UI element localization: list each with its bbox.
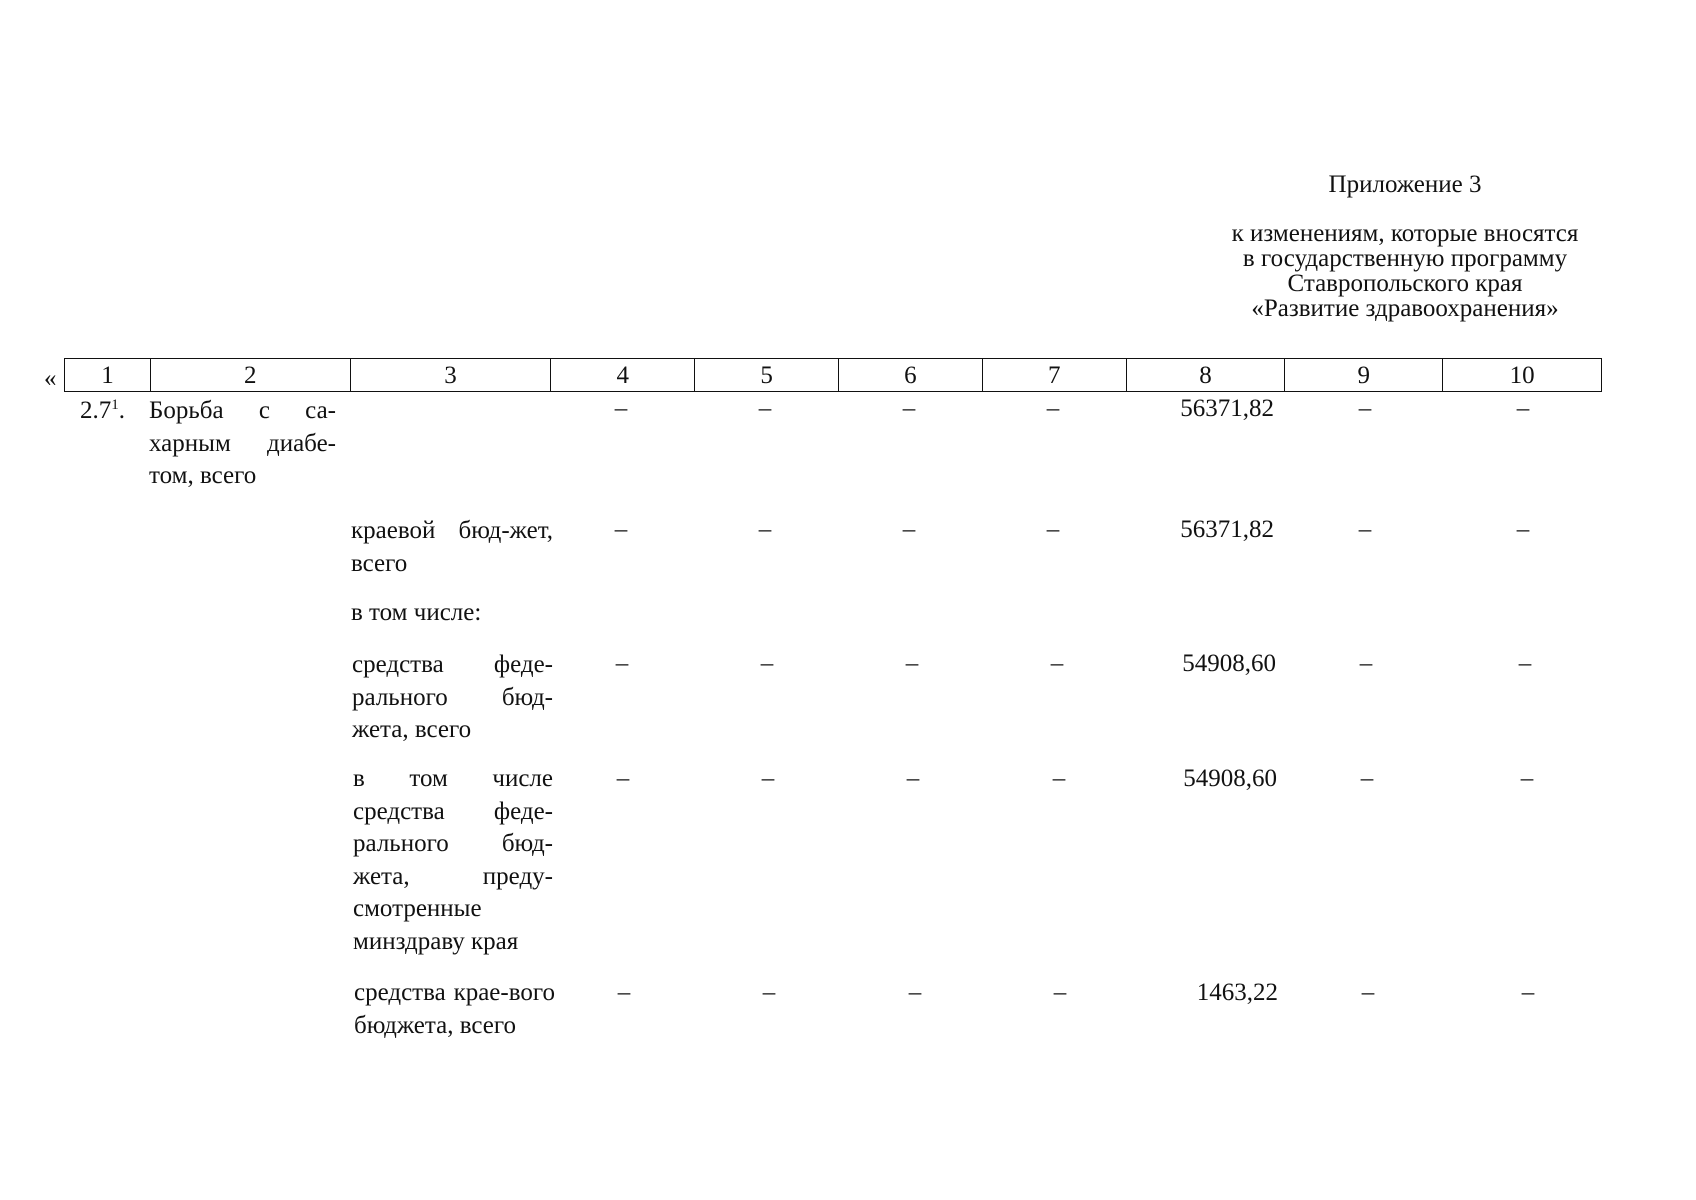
header-cell: 2 [151,359,351,391]
row-1-col-6: – [902,516,916,543]
row-0-col-4: – [614,395,628,422]
appendix-title-text: Приложение 3 [1328,171,1482,198]
row-3-source: средства феде-рального бюд-жета, всего [352,651,553,743]
appendix-subtitle-line: в государственную программу [1242,245,1568,272]
row-4-col-5: – [761,765,775,792]
row-0-col-7: – [1046,395,1060,422]
item-name: Борьба с са-харным диабе-том, всего [149,397,336,489]
row-5-col-4: – [617,979,631,1006]
appendix-subtitle-line: «Развитие здравоохранения» [1251,295,1559,322]
row-0-col-6: – [902,395,916,422]
row-5-col-8: 1463,22 [1196,979,1278,1006]
row-1-col-4: – [614,516,628,543]
row-1-source: краевой бюд-жет, всего [351,517,553,577]
item-number [80,395,125,428]
row-1-col-5: – [758,516,772,543]
item-number-suffix: . [118,397,125,424]
row-0-col-10: – [1516,395,1530,422]
header-cell: 3 [351,359,552,391]
appendix-title [1180,172,1630,197]
opening-quote: « [44,365,57,392]
row-3-col-4: – [615,650,629,677]
row-1-col-7: – [1046,516,1060,543]
appendix-subtitle [1180,221,1630,321]
row-5-col-6: – [908,979,922,1006]
row-4-col-10: – [1520,765,1534,792]
appendix-subtitle-line: к изменениям, которые вносятся [1231,220,1579,247]
row-2-source: в том числе: [351,599,482,626]
row-0-col-5: – [758,395,772,422]
row-3-col-5: – [760,650,774,677]
header-cell: 9 [1285,359,1443,391]
row-1-col-8: 56371,82 [1180,516,1274,543]
item-number-main: 2.7 [80,397,112,424]
row-0-col-9: – [1358,395,1372,422]
row-1-col-10: – [1516,516,1530,543]
header-cell: 8 [1127,359,1286,391]
row-4-col-8: 54908,60 [1183,765,1277,792]
header-cell: 7 [983,359,1127,391]
row-5-col-10: – [1521,979,1535,1006]
row-3-col-8: 54908,60 [1182,650,1276,677]
row-0-col-8: 56371,82 [1180,395,1274,422]
row-3-col-6: – [905,650,919,677]
item-number-sup: 1 [111,397,119,413]
row-4-source: в том числе средства феде-рального бюд-жета, преду-смотренные минздраву края [353,765,553,955]
row-5-col-7: – [1053,979,1067,1006]
header-cell: 4 [551,359,695,391]
row-4-col-7: – [1052,765,1066,792]
row-4-col-9: – [1360,765,1374,792]
row-3-col-9: – [1359,650,1373,677]
header-cell: 10 [1509,362,1535,389]
appendix-subtitle-line: Ставропольского края [1287,270,1523,297]
row-3-col-10: – [1518,650,1532,677]
row-3-col-7: – [1050,650,1064,677]
header-cell: 6 [839,359,983,391]
row-4-col-6: – [906,765,920,792]
row-4-col-4: – [616,765,630,792]
header-cell: 5 [695,359,839,391]
table-header-row [64,358,1602,392]
row-5-col-9: – [1361,979,1375,1006]
row-5-source: средства крае-вого бюджета, всего [354,979,555,1039]
header-cell: 1 [65,359,151,391]
row-1-col-9: – [1358,516,1372,543]
row-5-col-5: – [762,979,776,1006]
